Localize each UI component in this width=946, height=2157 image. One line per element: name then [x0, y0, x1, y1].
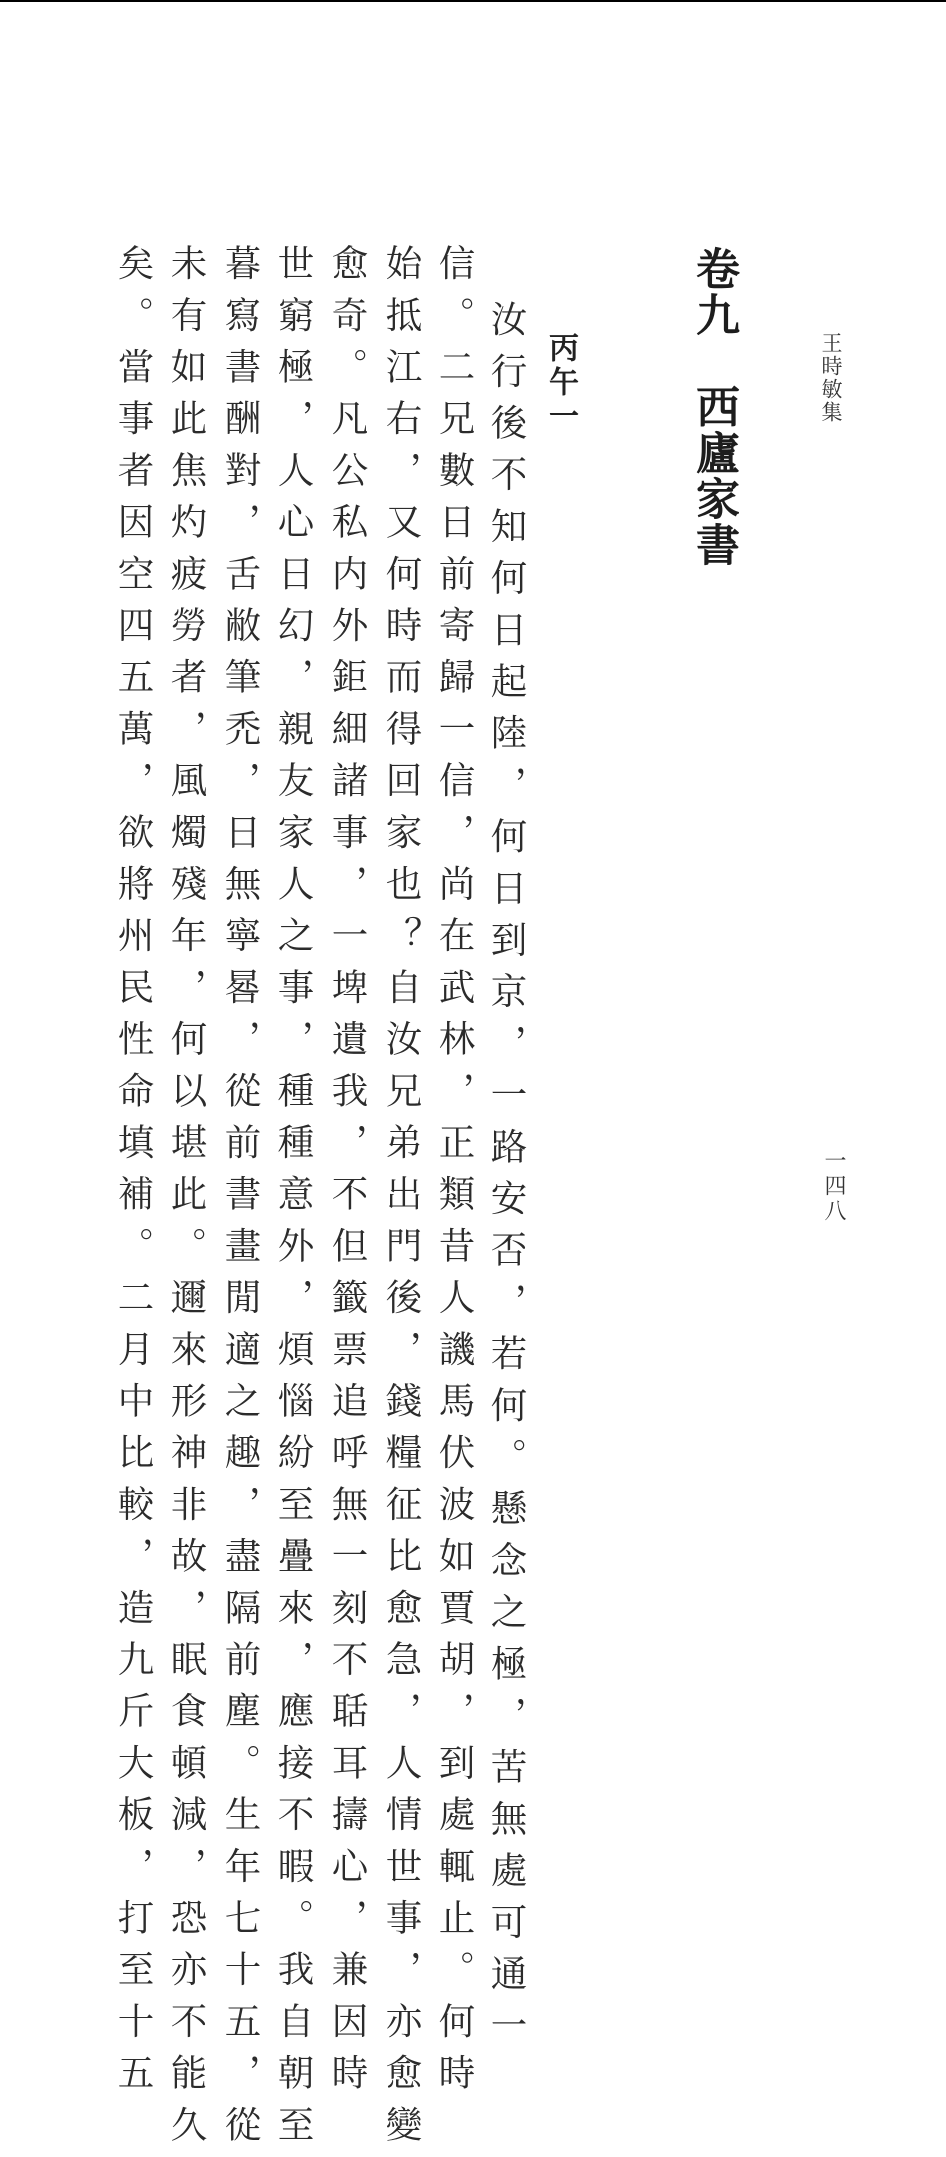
chapter-title: 卷九 西廬家書	[688, 246, 739, 568]
body-line-5: 世窮極，人心日幻，親友家人之事，種種意外，煩惱紛至疊來，應接不暇。我自朝至	[272, 244, 315, 2157]
body-line-7: 未有如此焦灼疲勞者，風燭殘年，何以堪此。邇來形神非故，眠食頓減，恐亦不能久	[165, 244, 208, 2157]
page-number: 一四八	[821, 1149, 846, 1224]
top-border-rule	[0, 0, 946, 2]
body-line-6: 暮寫書酬對，舌敝筆禿，日無寧晷，從前書畫閒適之趣，盡隔前塵。生年七十五，從	[219, 244, 262, 2157]
body-line-4: 愈奇。凡公私内外鉅細諸事，一埤遺我，不但籤票追呼無一刻不聒耳擣心，兼因時	[326, 244, 369, 2106]
body-line-1: 汝行後不知何日起陸，何日到京，一路安否，若何。懸念之極，苦無處可通一	[485, 300, 528, 2058]
body-line-3: 始抵江右，又何時而得回家也？自汝兄弟出門後，錢糧征比愈急，人情世事，亦愈變	[380, 244, 423, 2157]
section-title: 丙午一	[543, 332, 578, 434]
running-header-title: 王時敏集	[819, 332, 843, 424]
body-line-8: 矣。當事者因空四五萬，欲將州民性命填補。二月中比較，造九斤大板，打至十五	[112, 244, 155, 2106]
body-line-2: 信。二兄數日前寄歸一信，尚在武林，正類昔人譏馬伏波如賈胡，到處輒止。何時	[433, 244, 476, 2106]
